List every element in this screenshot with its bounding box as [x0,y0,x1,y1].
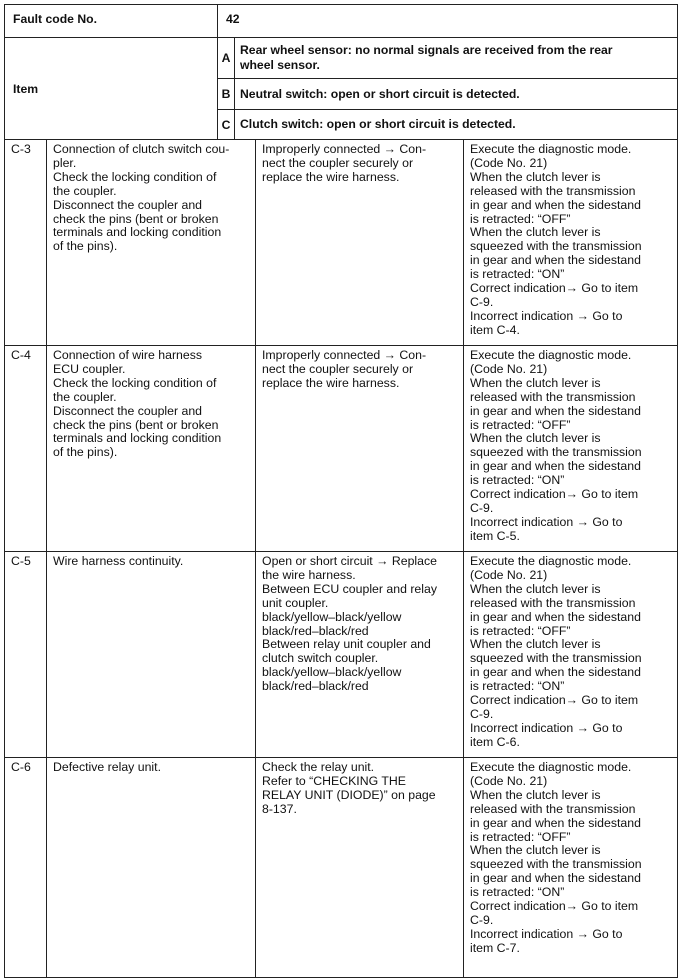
confirmation-line: is retracted: “OFF” [470,211,571,226]
diagnosis-row [5,346,678,552]
probable-cause-line: Connection of wire harness [53,348,203,362]
confirmation-line: Incorrect indication → Go to [470,720,623,735]
maintenance-action-line: Improperly connected → Con- [262,142,427,156]
item-letter: B [218,79,235,110]
maintenance-action-line: Open or short circuit → Replace [262,554,437,568]
check-code: C-6 [5,758,47,978]
confirmation-line: in gear and when the sidestand [470,459,641,474]
maintenance-action-line: 8-137. [262,801,297,816]
confirmation-line: (Code No. 21) [470,567,548,582]
confirmation-cell [464,346,678,552]
maintenance-action-line: the wire harness. [262,567,356,582]
maintenance-action-line: nect the coupler securely or [262,361,414,376]
probable-cause-line: Check the locking condition of [53,169,217,184]
confirmation-line: in gear and when the sidestand [470,871,641,886]
confirmation-line: in gear and when the sidestand [470,253,641,268]
probable-cause-line: Check the locking condition of [53,375,217,390]
confirmation-line: (Code No. 21) [470,155,548,170]
diagnosis-table [4,139,678,978]
maintenance-action-line: Between ECU coupler and relay [262,581,437,596]
item-description [235,79,678,110]
maintenance-action-line: nect the coupler securely or [262,155,414,170]
confirmation-line: is retracted: “ON” [470,885,565,900]
confirmation-line: When the clutch lever is [470,375,601,390]
confirmation-line: item C-4. [470,322,520,337]
item-description-line: Neutral switch: open or short circuit is detected. [240,86,520,101]
confirmation-cell [464,552,678,758]
diagnosis-row [5,140,678,346]
item-label: Item [5,38,218,140]
confirmation-line: released with the transmission [470,595,636,610]
confirmation-line: Correct indication→ Go to item [470,487,639,502]
maintenance-action-line: clutch switch coupler. [262,651,379,666]
confirmation-line: is retracted: “ON” [470,267,565,282]
maintenance-action-cell [256,758,464,978]
confirmation-line: squeezed with the transmission [470,239,642,254]
maintenance-action-line: replace the wire harness. [262,375,400,390]
confirmation-line: When the clutch lever is [470,581,601,596]
maintenance-action-cell [256,140,464,346]
probable-cause-line: of the pins). [53,445,118,460]
confirmation-line: C-9. [470,706,494,721]
confirmation-line: squeezed with the transmission [470,651,642,666]
confirmation-line: Correct indication→ Go to item [470,899,639,914]
probable-cause-cell [47,758,256,978]
confirmation-line: in gear and when the sidestand [470,403,641,418]
maintenance-action-line: Check the relay unit. [262,760,375,774]
maintenance-action-line: Between relay unit coupler and [262,637,431,652]
confirmation-line: (Code No. 21) [470,361,548,376]
maintenance-action-line: Improperly connected → Con- [262,348,427,362]
confirmation-line: When the clutch lever is [470,637,601,652]
maintenance-action-line: black/red–black/red [262,623,369,638]
maintenance-action-line: replace the wire harness. [262,169,400,184]
probable-cause-line: Connection of clutch switch cou- [53,142,230,156]
confirmation-line: Incorrect indication → Go to [470,926,623,941]
item-letter: A [218,38,235,79]
maintenance-action-cell [256,346,464,552]
confirmation-line: Execute the diagnostic mode. [470,554,632,568]
fault-code-label: Fault code No. [5,5,218,38]
confirmation-line: Execute the diagnostic mode. [470,142,632,156]
maintenance-action-line: black/yellow–black/yellow [262,665,402,680]
confirmation-line: Execute the diagnostic mode. [470,760,632,774]
confirmation-line: item C-6. [470,734,520,749]
confirmation-line: released with the transmission [470,801,636,816]
confirmation-line: Incorrect indication → Go to [470,514,623,529]
maintenance-action-cell [256,552,464,758]
probable-cause-line: check the pins (bent or broken [53,417,219,432]
item-description [235,38,678,79]
probable-cause-line: terminals and locking condition [53,431,222,446]
probable-cause-line: the coupler. [53,389,117,404]
confirmation-cell [464,758,678,978]
probable-cause-cell [47,140,256,346]
probable-cause-line: of the pins). [53,239,118,254]
probable-cause-line: check the pins (bent or broken [53,211,219,226]
item-description [235,110,678,140]
probable-cause-cell [47,552,256,758]
maintenance-action-line: RELAY UNIT (DIODE)” on page [262,787,436,802]
confirmation-line: (Code No. 21) [470,773,548,788]
probable-cause-line: terminals and locking condition [53,225,222,240]
confirmation-line: When the clutch lever is [470,225,601,240]
confirmation-line: in gear and when the sidestand [470,665,641,680]
confirmation-line: When the clutch lever is [470,169,601,184]
confirmation-line: Correct indication→ Go to item [470,693,639,708]
confirmation-line: Execute the diagnostic mode. [470,348,632,362]
confirmation-line: C-9. [470,500,494,515]
confirmation-line: in gear and when the sidestand [470,197,641,212]
item-description-line: Clutch switch: open or short circuit is detected. [240,117,516,131]
fault-header-table [4,4,678,140]
confirmation-line: item C-7. [470,940,520,955]
item-letter: C [218,110,235,140]
check-code: C-5 [5,552,47,758]
confirmation-line: squeezed with the transmission [470,857,642,872]
probable-cause-cell [47,346,256,552]
confirmation-line: Incorrect indication → Go to [470,308,623,323]
fault-code-page [4,4,678,978]
probable-cause-line: the coupler. [53,183,117,198]
confirmation-line: Correct indication→ Go to item [470,281,639,296]
confirmation-line: When the clutch lever is [470,843,601,858]
probable-cause-line: pler. [53,155,77,170]
confirmation-line: is retracted: “OFF” [470,829,571,844]
check-code: C-3 [5,140,47,346]
confirmation-line: is retracted: “ON” [470,473,565,488]
probable-cause-line: Wire harness continuity. [53,554,184,568]
fault-code-row [5,5,678,38]
confirmation-line: When the clutch lever is [470,787,601,802]
confirmation-line: in gear and when the sidestand [470,609,641,624]
probable-cause-line: Disconnect the coupler and [53,403,203,418]
maintenance-action-line: Refer to “CHECKING THE [262,773,406,788]
confirmation-cell [464,140,678,346]
fault-code-value: 42 [218,5,678,38]
diagnosis-row [5,758,678,978]
confirmation-line: When the clutch lever is [470,431,601,446]
confirmation-line: released with the transmission [470,183,636,198]
probable-cause-line: ECU coupler. [53,361,126,376]
confirmation-line: is retracted: “OFF” [470,623,571,638]
check-code: C-4 [5,346,47,552]
confirmation-line: squeezed with the transmission [470,445,642,460]
confirmation-line: item C-5. [470,528,520,543]
confirmation-line: is retracted: “ON” [470,679,565,694]
probable-cause-line: Defective relay unit. [53,760,161,774]
maintenance-action-line: unit coupler. [262,595,329,610]
item-row-a [5,38,678,79]
maintenance-action-line: black/red–black/red [262,679,369,694]
maintenance-action-line: black/yellow–black/yellow [262,609,402,624]
confirmation-line: is retracted: “OFF” [470,417,571,432]
confirmation-line: C-9. [470,294,494,309]
probable-cause-line: Disconnect the coupler and [53,197,203,212]
confirmation-line: released with the transmission [470,389,636,404]
confirmation-line: C-9. [470,912,494,927]
item-description-line: Rear wheel sensor: no normal signals are received from the rear [240,43,613,57]
item-description-line: wheel sensor. [240,58,320,72]
diagnosis-row [5,552,678,758]
confirmation-line: in gear and when the sidestand [470,815,641,830]
